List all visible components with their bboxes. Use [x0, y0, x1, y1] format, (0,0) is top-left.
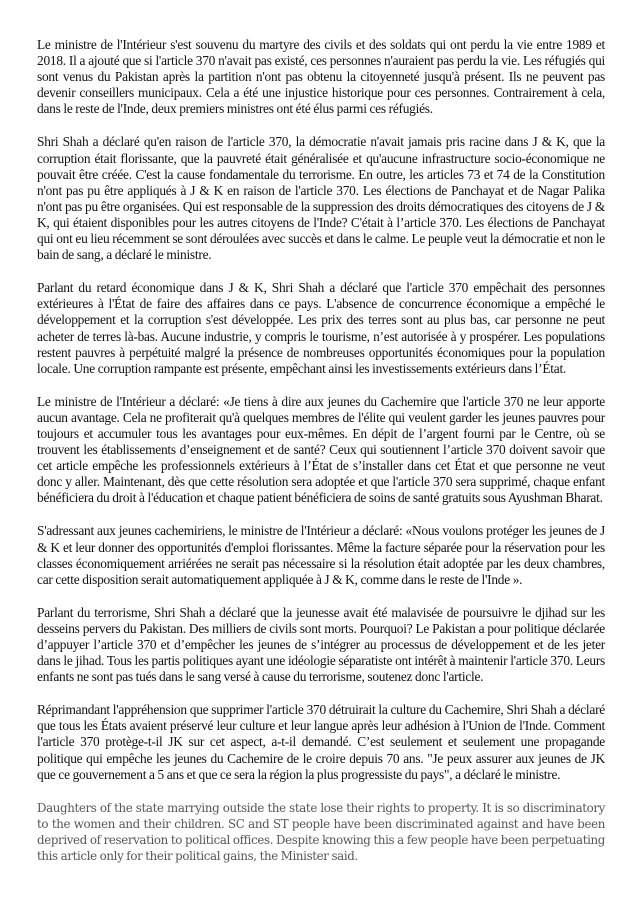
paragraph-terrorism: Parlant du terrorisme, Shri Shah a déclaré que la jeunesse avait été malavisée de poursuivre le djihad sur les desseins pervers du Pakistan. Des milliers de civils sont morts. Pourquoi? Le Pakistan a pour politique déclarée d’appuyer l’article 370 et d’empêcher les jeunes de s’intégrer au processus de développement et de les jeter dans le jihad. Tous les partis politiques ayant une idéologie séparatiste ont intérêt à maintenir l'article 370. Leurs enfants ne sont pas tués dans le sang versé à cause du terrorisme, soutenez donc l'article. [37, 604, 605, 685]
paragraph-democracy-corruption: Shri Shah a déclaré qu'en raison de l'article 370, la démocratie n'avait jamais pris racine dans J & K, que la corruption était florissante, que la pauvreté était généralisée et qu'aucune infrastructure socio-économique ne pouvait être créée. C'est la cause fondamentale du terrorisme. En outre, les articles 73 et 74 de la Constitution n'ont pas pu être appliqués à J & K en raison de l'article 370. Les élections de Panchayat et de Nagar Palika n'ont pas pu être organisées. Qui est responsable de la suppression des droits démocratiques des citoyens de J & K, qui étaient disponibles pour les autres citoyens de l'Inde? C'était à l’article 370. Les élections de Panchayat qui ont eu lieu récemment se sont déroulées avec succès et dans le calme. Le peuple veut la démocratie et non le bain de sang, a déclaré le ministre. [37, 134, 605, 263]
paragraph-addressing-youth: S'adressant aux jeunes cachemiriens, le ministre de l'Intérieur a déclaré: «Nous voulons protéger les jeunes de J & K et leur donner des opportunités d'emploi florissantes. Même la facture séparée pour la réservation pour les classes économiquement arriérées ne serait pas nécessaire si la résolution était adoptée par les deux chambres, car cette disposition serait automatiquement appliquée à J & K, comme dans le reste de l'Inde ». [37, 523, 605, 587]
paragraph-economic-delay: Parlant du retard économique dans J & K, Shri Shah a déclaré que l'article 370 empêchait des personnes extérieures à l'État de faire des affaires dans ce pays. L'absence de concurrence économique a empêché le développement et la corruption s'est développée. Les prix des terres sont au plus bas, car personne ne peut acheter de terres là-bas. Aucune industrie, y compris le tourisme, n’est autorisée à y prospérer. Les populations restent pauvres à perpétuité malgré la présence de nombreuses opportunités économiques pour la population locale. Une corruption rampante est présente, empêchant ainsi les investissements extérieurs dans l’État. [37, 280, 605, 376]
paragraph-martyrs-refugees: Le ministre de l'Intérieur s'est souvenu du martyre des civils et des soldats qui ont perdu la vie entre 1989 et 2018. Il a ajouté que si l'article 370 n'avait pas existé, ces personnes n'auraient pas perdu la vie. Les réfugiés qui sont venus du Pakistan après la partition n'ont pas obtenu la citoyenneté jusqu'à présent. Ils ne peuvent pas devenir conseillers municipaux. Cela a été une injustice historique pour ces personnes. Contrairement à cela, dans le reste de l'Inde, deux premiers ministres ont été élus parmi ces réfugiés. [37, 37, 605, 117]
paragraph-culture: Réprimandant l'appréhension que supprimer l'article 370 détruirait la culture du Cachemire, Shri Shah a déclaré que tous les États avaient préservé leur culture et leur langue après leur adhésion à l'Union de l'Inde. Comment l'article 370 protège-t-il JK sur cet aspect, a-t-il demandé. C’est seulement et seulement une propagande politique qui empêche les jeunes du Cachemire de le croire depuis 70 ans. "Je peux assurer aux jeunes de JK que ce gouvernement a 5 ans et que ce sera la région la plus progressiste du pays", a déclaré le ministre. [37, 702, 605, 782]
paragraph-youth-statement: Le ministre de l'Intérieur a déclaré: «Je tiens à dire aux jeunes du Cachemire que l'article 370 ne leur apporte aucun avantage. Cela ne profiterait qu'à quelques membres de l'élite qui veulent garder les jeunes pauvres pour toujours et accumuler tous les avantages pour eux-mêmes. En dépit de l’argent fourni par le Centre, où se trouvent les établissements d’enseignement et de santé? Ceux qui soutiennent l’article 370 doivent savoir que cet article empêche les professionnels extérieurs à l’État de s’installer dans cet État et que personne ne veut donc y aller. Maintenant, dès que cette résolution sera adoptée et que l'article 370 sera supprimé, chaque enfant bénéficiera du droit à l'éducation et chaque patient bénéficiera de soins de santé gratuits sous Ayushman Bharat. [37, 393, 605, 506]
paragraph-daughters-rights: Daughters of the state marrying outside the state lose their rights to property. It is so discriminatory to the women and their children. SC and ST people have been discriminated against and have been deprived of reservation to political offices. Despite knowing this a few people have been perpetuating this article only for their political gains, the Minister said. [37, 800, 605, 864]
document-page [37, 37, 605, 881]
